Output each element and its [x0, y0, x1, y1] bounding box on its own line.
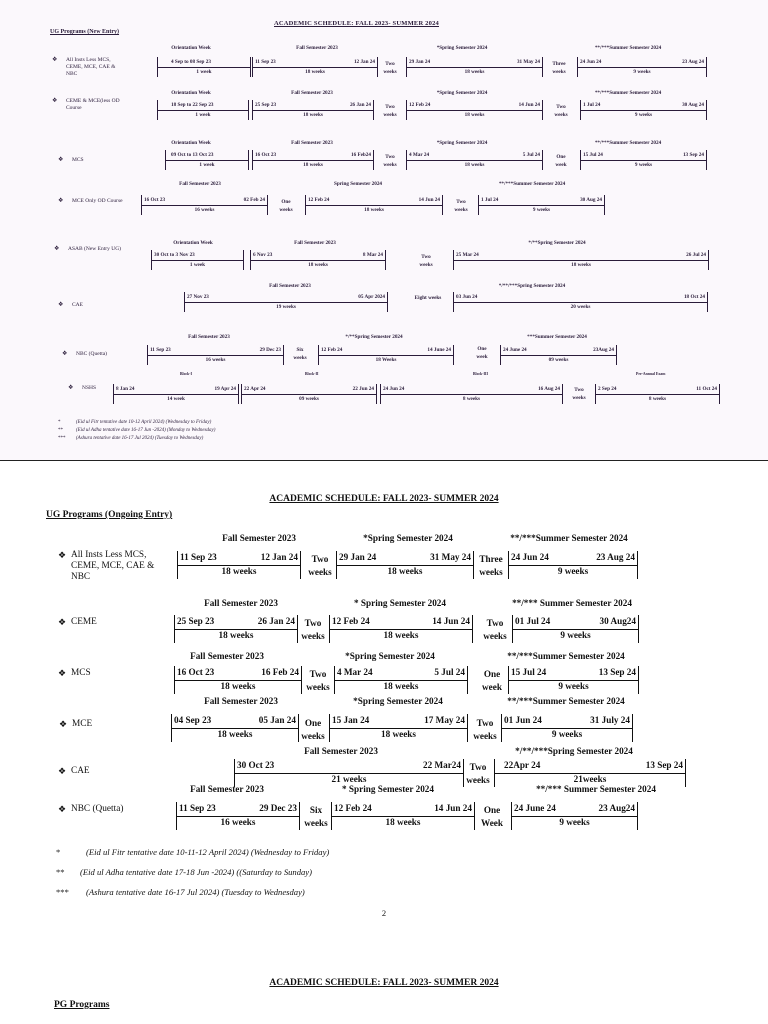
scan-segment: 8 Jan 24 19 Apr 24 14 week [113, 384, 239, 404]
period-header: Fall Semester 2023 [222, 533, 296, 543]
scan-footnote: * (Eid ul Fitr tentative date 10-12 April 2024) (Wednesday to Friday) [58, 420, 212, 425]
scan-period-header: Fall Semester 2023 [294, 240, 336, 246]
page3-subtitle: PG Programs [54, 1000, 110, 1010]
timeline-segment: 01 Jun 24 31 July 24 9 weeks [501, 714, 633, 742]
scan-segment: 03 Jun 24 18 Oct 24 20 weeks [453, 292, 708, 312]
scan-period-header: ***Summer Semester 2024 [527, 334, 587, 340]
timeline-segment: 24 June 24 23 Aug24 9 weeks [511, 802, 638, 830]
scan-segment: 4 Sep to 08 Sep 23 1 week [157, 57, 251, 77]
scan-segment: 4 Mar 24 5 Jul 24 18 weeks [406, 150, 543, 170]
timeline-segment: 12 Feb 24 14 Jun 24 18 weeks [329, 615, 473, 643]
page2-subtitle: UG Programs (Ongoing Entry) [46, 510, 173, 520]
timeline-segment: 16 Oct 23 16 Feb 24 18 weeks [174, 666, 302, 694]
period-header: */**/***Spring Semester 2024 [515, 746, 633, 756]
scan-period-header: */**Spring Semester 2024 [528, 240, 586, 246]
timeline-segment: 12 Feb 24 14 Jun 24 18 weeks [331, 802, 475, 830]
scan-period-header: Fall Semester 2023 [269, 283, 311, 289]
period-header: *Spring Semester 2024 [353, 696, 443, 706]
scan-row-label: ❖ NSHS [68, 385, 97, 391]
break-duration: Two weeks [483, 618, 507, 641]
scan-break: Eight weeks [414, 295, 442, 301]
scan-row-label: ❖ CAE [58, 302, 83, 308]
scan-block-label: Block-II [305, 372, 319, 376]
scan-period-header: **/***Summer Semester 2024 [498, 181, 566, 187]
scan-footnote: ** (Eid ul Adha tentative date 16-17 Jun -2024) (Monday to Wednesday) [58, 428, 216, 433]
scan-row-label: ❖ MCE Only OD Course [58, 198, 123, 204]
row-label: ❖ NBC (Quetta) [58, 804, 124, 814]
scan-segment: 12 Feb 24 14 Jun 24 18 weeks [406, 100, 543, 120]
scan-row-label: ❖ MCS [58, 157, 84, 163]
footnote: * (Eid ul Fitr tentative date 10-11-12 April 2024) (Wednesday to Friday) [56, 847, 330, 857]
scan-segment: 15 Jul 24 13 Sep 24 9 weeks [580, 150, 707, 170]
scan-break: One weeks [279, 199, 293, 213]
period-header: **/***Summer Semester 2024 [507, 696, 625, 706]
scan-segment: 25 Mar 24 26 Jul 24 18 weeks [453, 250, 709, 270]
break-duration: One Week [481, 805, 503, 828]
scan-segment: 6 Nov 23 8 Mar 24 18 weeks [250, 250, 386, 270]
scan-period-header: Orientation Week [171, 90, 211, 96]
scan-subtitle: UG Programs (New Entry) [50, 29, 120, 35]
period-header: *Spring Semester 2024 [345, 651, 435, 661]
scan-break: Two weeks [572, 387, 586, 401]
page3-title: ACADEMIC SCHEDULE: FALL 2023- SUMMER 2024 [269, 978, 499, 988]
scan-break: One week [476, 346, 488, 360]
period-header: Fall Semester 2023 [304, 746, 378, 756]
period-header: Fall Semester 2023 [190, 651, 264, 661]
scan-segment: 24 Jun 24 16 Aug 24 8 weeks [380, 384, 563, 404]
scan-row-label: ❖ CEME & MCE(less OD Course [52, 98, 120, 111]
break-duration: One weeks [301, 718, 325, 741]
scan-footnote: *** (Ashura tentative date 16-17 Jul 2024) (Tuesday to Wednesday) [58, 436, 204, 441]
row-label: ❖ MCS [58, 668, 91, 678]
scan-break: Two weeks [383, 104, 397, 118]
scan-block-label: Block-I [180, 372, 193, 376]
scan-segment: 09 Oct to 13 Oct 23 1 week [165, 150, 249, 170]
footnote: ** (Eid ul Adha tentative date 17-18 Jun -2024) ((Saturday to Sunday) [56, 867, 312, 877]
timeline-segment: 29 Jan 24 31 May 24 18 weeks [336, 551, 474, 579]
scan-segment: 11 Sep 23 12 Jan 24 18 weeks [252, 57, 378, 77]
scan-period-header: *Spring Semester 2024 [436, 45, 488, 51]
row-label: ❖ CAE [58, 766, 90, 776]
break-duration: Two weeks [466, 762, 490, 785]
timeline-segment: 30 Oct 23 22 Mar24 21 weeks [234, 759, 464, 787]
scan-period-header: Orientation Week [173, 240, 213, 246]
scan-break: Two weeks [383, 154, 397, 168]
scan-segment: 27 Nov 23 05 Apr 2024 19 weeks [184, 292, 388, 312]
break-duration: Two weeks [473, 718, 497, 741]
break-duration: Two weeks [301, 618, 325, 641]
scan-period-header: *Spring Semester 2024 [436, 140, 488, 146]
scan-break: Two weeks [419, 254, 433, 268]
scan-period-header: **/***Summer Semester 2024 [594, 45, 662, 51]
scan-period-header: **/***Summer Semester 2024 [594, 90, 662, 96]
scanned-schedule-image [0, 0, 768, 460]
timeline-segment: 01 Jul 24 30 Aug24 9 weeks [512, 615, 639, 643]
period-header: Fall Semester 2023 [204, 696, 278, 706]
scan-break: Two weeks [554, 104, 568, 118]
scan-segment: 12 Feb 24 14 Jun 24 18 weeks [305, 195, 443, 215]
scan-break: Two weeks [454, 199, 468, 213]
row-label: ❖ All Insts Less MCS, CEME, MCE, CAE & NBC [58, 550, 155, 582]
scan-segment: 2 Sep 24 11 Oct 24 8 weeks [595, 384, 720, 404]
footnote: *** (Ashura tentative date 16-17 Jul 2024) (Tuesday to Wednesday) [56, 887, 305, 897]
timeline-segment: 22Apr 24 13 Sep 24 21weeks [494, 759, 686, 787]
page-divider [0, 460, 768, 461]
scan-segment: 30 Oct to 3 Nov 23 1 week [151, 250, 244, 270]
period-header: **/***Summer Semester 2024 [510, 533, 628, 543]
period-header: **/*** Summer Semester 2024 [536, 784, 656, 794]
period-header: * Spring Semester 2024 [342, 784, 434, 794]
timeline-segment: 24 Jun 24 23 Aug 24 9 weeks [508, 551, 638, 579]
scan-period-header: */**Spring Semester 2024 [345, 334, 403, 340]
scan-period-header: *Spring Semester 2024 [436, 90, 488, 96]
break-duration: Six weeks [304, 805, 328, 828]
scan-block-label: Pre-Annual Exam [636, 372, 666, 376]
scan-break: One week [555, 154, 567, 168]
break-duration: Two weeks [306, 669, 330, 692]
scan-block-label: Block-III [473, 372, 488, 376]
scan-break: Two weeks [383, 61, 397, 75]
timeline-segment: 04 Sep 23 05 Jan 24 18 weeks [171, 714, 299, 742]
period-header: Fall Semester 2023 [190, 784, 264, 794]
timeline-segment: 11 Sep 23 29 Dec 23 16 weeks [176, 802, 300, 830]
scan-row-label: ❖ ASAB (New Entry UG) [54, 246, 122, 252]
period-header: **/*** Summer Semester 2024 [512, 598, 632, 608]
scan-period-header: **/***Summer Semester 2024 [594, 140, 662, 146]
scan-break: Six weeks [293, 347, 307, 361]
scan-period-header: Fall Semester 2023 [179, 181, 221, 187]
period-header: **/***Summer Semester 2024 [507, 651, 625, 661]
scan-segment: 1 Jul 24 30 Aug 24 9 weeks [478, 195, 605, 215]
timeline-segment: 15 Jul 24 13 Sep 24 9 weeks [508, 666, 639, 694]
scan-segment: 29 Jan 24 31 May 24 18 weeks [406, 57, 543, 77]
scan-segment: 25 Sep 23 26 Jan 24 18 weeks [252, 100, 374, 120]
scan-title: ACADEMIC SCHEDULE: FALL 2023- SUMMER 2024 [274, 20, 439, 27]
scan-segment: 12 Feb 24 14 June 24 18 Weeks [318, 345, 454, 365]
scan-period-header: Orientation Week [171, 45, 211, 51]
scan-period-header: Fall Semester 2023 [188, 334, 230, 340]
scan-period-header: Orientation Week [171, 140, 211, 146]
scan-segment: 1 Jul 24 30 Aug 24 9 weeks [580, 100, 707, 120]
timeline-segment: 11 Sep 23 12 Jan 24 18 weeks [177, 551, 301, 579]
scan-row-label: ❖ NBC (Quetta) [62, 351, 108, 357]
period-header: Fall Semester 2023 [204, 598, 278, 608]
scan-segment: 22 Apr 24 22 Jun 24 09 weeks [241, 384, 377, 404]
scan-row-label: ❖ All Insts Less MCS, CEME, MCE, CAE & NBC [52, 57, 116, 77]
scan-segment: 24 June 24 23Aug 24 09 weeks [500, 345, 617, 365]
scan-period-header: Fall Semester 2023 [291, 140, 333, 146]
row-label: ❖ MCE [59, 719, 93, 729]
timeline-segment: 25 Sep 23 26 Jan 24 18 weeks [174, 615, 298, 643]
timeline-segment: 4 Mar 24 5 Jul 24 18 weeks [334, 666, 468, 694]
scan-period-header: Fall Semester 2023 [291, 90, 333, 96]
period-header: * Spring Semester 2024 [354, 598, 446, 608]
break-duration: Two weeks [308, 554, 332, 577]
scan-segment: 18 Sep to 22 Sep 23 1 week [157, 100, 249, 120]
timeline-segment: 15 Jan 24 17 May 24 18 weeks [329, 714, 468, 742]
scan-segment: 16 Oct 23 16 Feb24 18 weeks [252, 150, 374, 170]
scan-period-header: */**/***Spring Semester 2024 [498, 283, 566, 289]
scan-segment: 11 Sep 23 29 Dec 23 16 weeks [147, 345, 284, 365]
scan-period-header: Spring Semester 2024 [333, 181, 383, 187]
scan-period-header: Fall Semester 2023 [296, 45, 338, 51]
scan-segment: 24 Jun 24 23 Aug 24 9 weeks [577, 57, 707, 77]
break-duration: One week [482, 669, 502, 692]
period-header: *Spring Semester 2024 [363, 533, 453, 543]
scan-segment: 16 Oct 23 02 Feb 24 16 weeks [141, 195, 268, 215]
page-number: 2 [381, 908, 387, 918]
row-label: ❖ CEME [58, 617, 97, 627]
scan-break: Three weeks [552, 61, 566, 75]
break-duration: Three weeks [479, 554, 503, 577]
page2-title: ACADEMIC SCHEDULE: FALL 2023- SUMMER 2024 [269, 494, 499, 504]
